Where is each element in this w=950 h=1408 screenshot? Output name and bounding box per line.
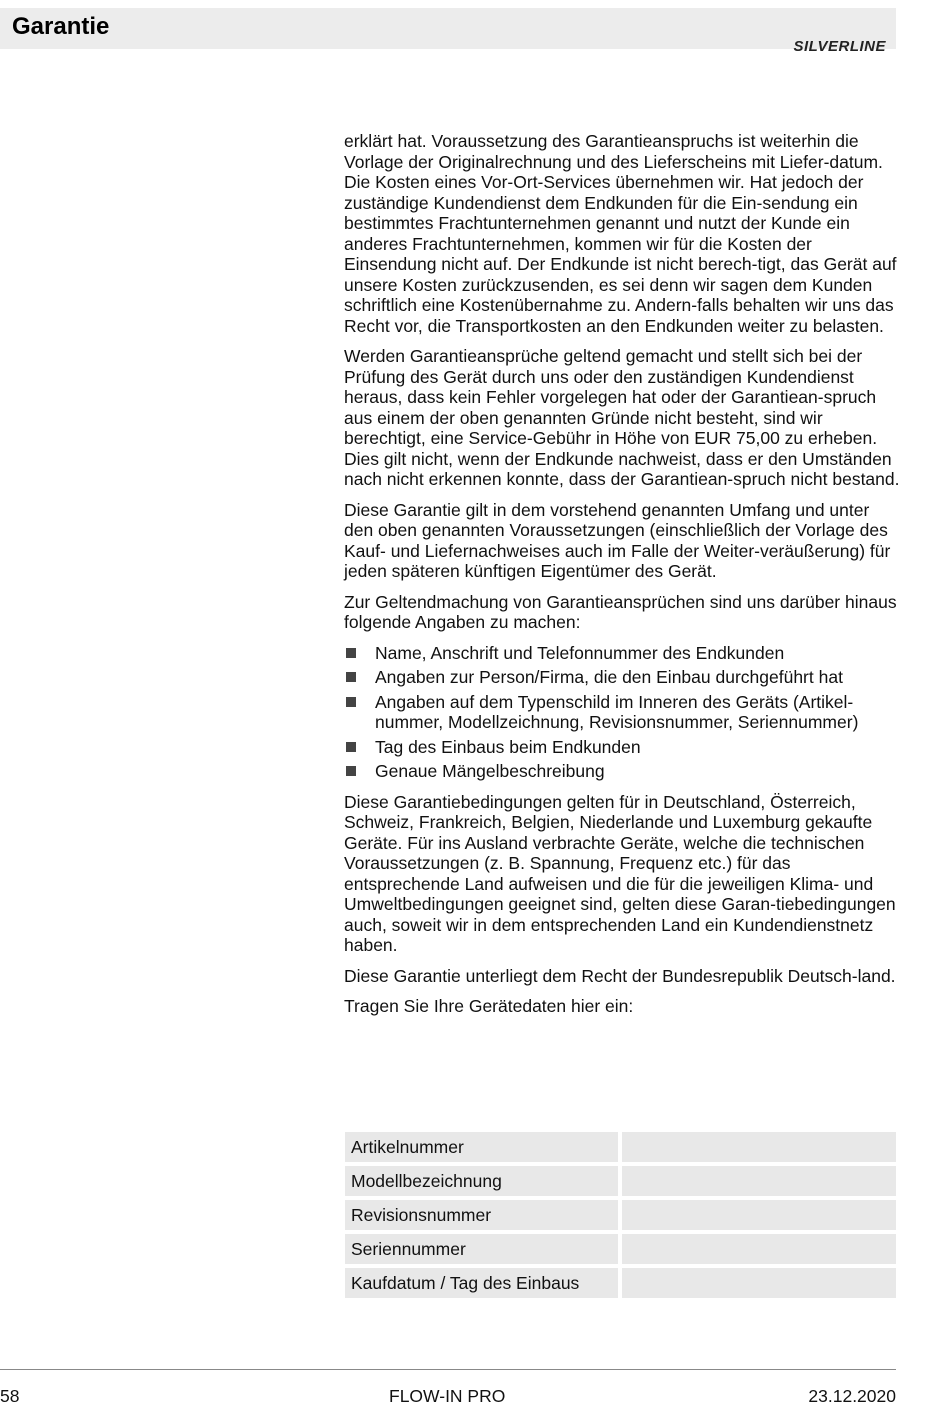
- table-row: [345, 1132, 896, 1162]
- list-item: Name, Anschrift und Telefonnummer des Endkunden: [344, 643, 900, 664]
- paragraph: Zur Geltendmachung von Garantieansprüchen sind uns darüber hinaus folgende Angaben zu machen:: [344, 591, 897, 632]
- table-row: [345, 1268, 896, 1298]
- document-date: 23.12.2020: [808, 1386, 896, 1406]
- main-text-column: [344, 131, 900, 1027]
- list-item: Angaben auf dem Typenschild im Inneren des Geräts (Artikel-nummer, Modellzeichnung, Revisionsnummer, Seriennummer): [344, 692, 900, 733]
- table-row: [345, 1166, 896, 1196]
- device-data-table: [345, 1128, 896, 1302]
- row-value-field: [618, 1234, 896, 1264]
- page-number: 58: [0, 1386, 20, 1406]
- paragraph: Tragen Sie Ihre Gerätedaten hier ein:: [344, 996, 634, 1016]
- row-value-field: [618, 1268, 896, 1298]
- list-item: Tag des Einbaus beim Endkunden: [344, 737, 900, 758]
- paragraph: Diese Garantie unterliegt dem Recht der Bundesrepublik Deutsch-land.: [344, 965, 896, 986]
- paragraph: erklärt hat. Voraussetzung des Garantieanspruchs ist weiterhin die Vorlage der Originalrechnung und des Lieferscheins mit Liefer-datum. Die Kosten eines Vor-Ort-Services übernehmen wir. Hat jedoch der zuständige Kundendienst dem Endkunden für die Ein-sendung ein bestimmtes Frachtunternehmen genannt und nutzt der Kunde ein anderes Frachtunternehmen, kommen wir für die Kosten der Einsendung nicht auf. Der Endkunde ist nicht berech-tigt, das Gerät auf unsere Kosten zurückzusenden, es sei denn wir sagen dem Kunden schriftlich eine Kostenübernahme zu. Andern-falls behalten wir uns das Recht vor, die Transportkosten an den Endkunden weiter zu belasten.: [344, 131, 897, 336]
- header-bar: [0, 8, 896, 49]
- list-item: Angaben zur Person/Firma, die den Einbau durchgeführt hat: [344, 667, 900, 688]
- paragraph: Diese Garantie gilt in dem vorstehend genannten Umfang und unter den oben genannten Voraussetzungen (einschließlich der Vorlage des Kauf- und Liefernachweises auch im Falle der Weiter-veräußerung) für jeden späteren künftigen Eigentümer des Gerät.: [344, 499, 891, 581]
- list-item: Genaue Mängelbeschreibung: [344, 761, 900, 782]
- row-value-field: [618, 1166, 896, 1196]
- page-title: Garantie: [12, 13, 110, 40]
- row-value-field: [618, 1132, 896, 1162]
- row-value-field: [618, 1200, 896, 1230]
- row-label: Kaufdatum / Tag des Einbaus: [345, 1268, 618, 1298]
- table-row: [345, 1234, 896, 1264]
- table-row: [345, 1200, 896, 1230]
- brand-logo: SILVERLINE: [793, 38, 886, 55]
- product-name: FLOW-IN PRO: [389, 1386, 506, 1406]
- footer-divider: [0, 1369, 896, 1370]
- row-label: Modellbezeichnung: [345, 1166, 618, 1196]
- paragraph: Diese Garantiebedingungen gelten für in Deutschland, Österreich, Schweiz, Frankreich, Belgien, Niederlande und Luxemburg gekaufte Geräte. Für ins Ausland verbrachte Geräte, welche die technischen Voraussetzungen (z. B. Spannung, Frequenz etc.) für das entsprechende Land aufweisen und die für die jeweiligen Klima- und Umweltbedingungen geeignet sind, gelten diese Garan-tiebedingungen auch, soweit wir in dem entsprechenden Land ein Kundendienstnetz haben.: [344, 791, 896, 955]
- row-label: Seriennummer: [345, 1234, 618, 1264]
- requirements-list: [344, 643, 900, 782]
- row-label: Artikelnummer: [345, 1132, 618, 1162]
- row-label: Revisionsnummer: [345, 1200, 618, 1230]
- paragraph: Werden Garantieansprüche geltend gemacht und stellt sich bei der Prüfung des Gerät durch uns oder den zuständigen Kundendienst heraus, dass kein Fehler vorgelegen hat oder der Garantiean-spruch aus einem der oben genannten Gründe nicht besteht, sind wir berechtigt, eine Service-Gebühr in Höhe von EUR 75,00 zu erheben. Dies gilt nicht, wenn der Endkunde nachweist, dass er den Umständen nach nicht erkennen konnte, dass der Garantiean-spruch nicht bestand.: [344, 346, 900, 489]
